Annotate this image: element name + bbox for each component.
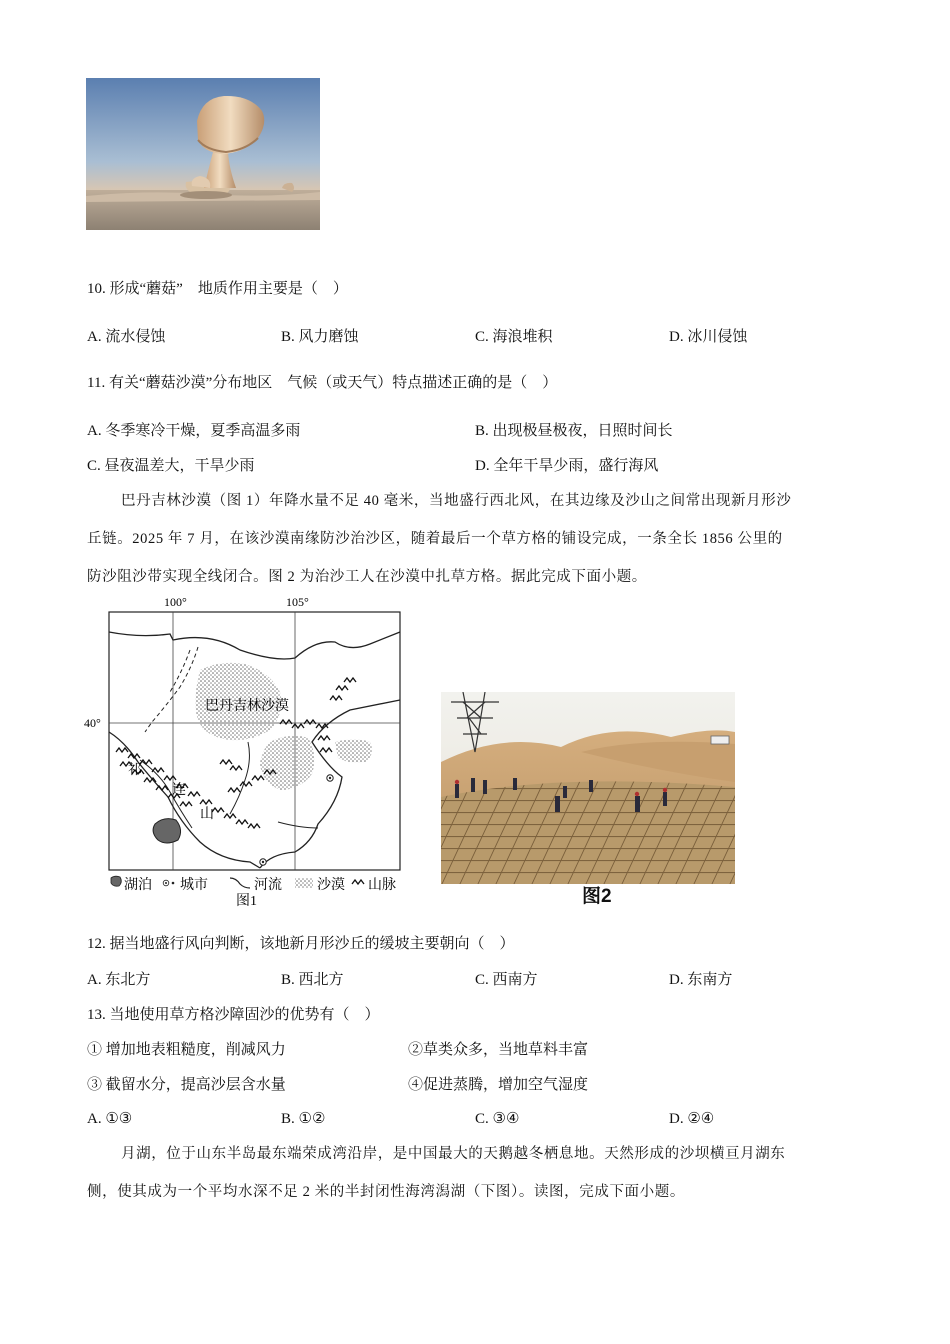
figure1-caption: 图1 [236, 894, 257, 909]
q13-option-b: B. ①② [281, 1111, 326, 1127]
passage1-line-3: 防沙阻沙带实现全线闭合。图 2 为治沙工人在沙漠中扎草方格。据此完成下面小题。 [87, 569, 647, 585]
q13-statement-1: ① 增加地表粗糙度，削减风力 [87, 1042, 286, 1058]
q11-option-c: C. 昼夜温差大，干旱少雨 [87, 458, 255, 474]
q10-option-d: D. 冰川侵蚀 [669, 329, 748, 345]
figure1-map [80, 592, 415, 912]
legend-river: 河流 [254, 878, 282, 893]
lon-label-105: 105° [286, 595, 309, 609]
q10-option-a: A. 流水侵蚀 [87, 329, 166, 345]
legend-city: 城市 [180, 878, 208, 893]
legend-desert: 沙漠 [317, 878, 345, 893]
q12-option-a: A. 东北方 [87, 972, 151, 988]
desert-name-label: 巴丹吉林沙漠 [205, 699, 289, 714]
mountain-label-qi: 祁 [128, 763, 142, 778]
lat-label-40: 40° [84, 716, 101, 730]
q12-option-d: D. 东南方 [669, 972, 733, 988]
mountain-label-lian: 连 [172, 783, 186, 798]
q13-option-c: C. ③④ [475, 1111, 520, 1127]
legend-mountain: 山脉 [368, 878, 396, 893]
q11-option-d: D. 全年干旱少雨，盛行海风 [475, 458, 659, 474]
q10-option-b: B. 风力磨蚀 [281, 329, 359, 345]
q13-option-a: A. ①③ [87, 1111, 133, 1127]
mountain-label-shan: 山 [200, 807, 214, 822]
passage1-line-2: 丘链。2025 年 7 月，在该沙漠南缘防沙治沙区，随着最后一个草方格的铺设完成，一条全长 1856 公里的 [87, 531, 783, 547]
q13-option-d: D. ②④ [669, 1111, 715, 1127]
figure2-photo [441, 692, 735, 884]
legend-lake: 湖泊 [124, 878, 152, 893]
passage2-line-2: 侧，使其成为一个平均水深不足 2 米的半封闭性海湾潟湖（下图）。读图，完成下面小题。 [87, 1184, 685, 1200]
passage1-line-1: 巴丹吉林沙漠（图 1）年降水量不足 40 毫米，当地盛行西北风，在其边缘及沙山之间常出现新月形沙 [121, 493, 792, 509]
q11-option-a: A. 冬季寒冷干燥，夏季高温多雨 [87, 423, 301, 439]
figure2-caption: 图2 [582, 886, 612, 907]
q13-stem: 13. 当地使用草方格沙障固沙的优势有（ ） [87, 1007, 380, 1023]
q12-option-c: C. 西南方 [475, 972, 538, 988]
q13-statement-3: ③ 截留水分，提高沙层含水量 [87, 1077, 286, 1093]
q13-statement-4: ④促进蒸腾，增加空气湿度 [408, 1077, 589, 1093]
q10-option-c: C. 海浪堆积 [475, 329, 553, 345]
q11-stem: 11. 有关“蘑菇沙漠”分布地区 气候（或天气）特点描述正确的是（ ） [87, 375, 558, 391]
mushroom-rock-photo [86, 78, 320, 230]
q11-option-b: B. 出现极昼极夜，日照时间长 [475, 423, 673, 439]
q12-stem: 12. 据当地盛行风向判断，该地新月形沙丘的缓坡主要朝向（ ） [87, 936, 515, 952]
passage2-line-1: 月湖，位于山东半岛最东端荣成湾沿岸，是中国最大的天鹅越冬栖息地。天然形成的沙坝横亘月湖东 [121, 1146, 786, 1162]
q12-option-b: B. 西北方 [281, 972, 344, 988]
q10-stem: 10. 形成“蘑菇” 地质作用主要是（ ） [87, 281, 348, 297]
q13-statement-2: ②草类众多，当地草料丰富 [408, 1042, 589, 1058]
lon-label-100: 100° [164, 595, 187, 609]
